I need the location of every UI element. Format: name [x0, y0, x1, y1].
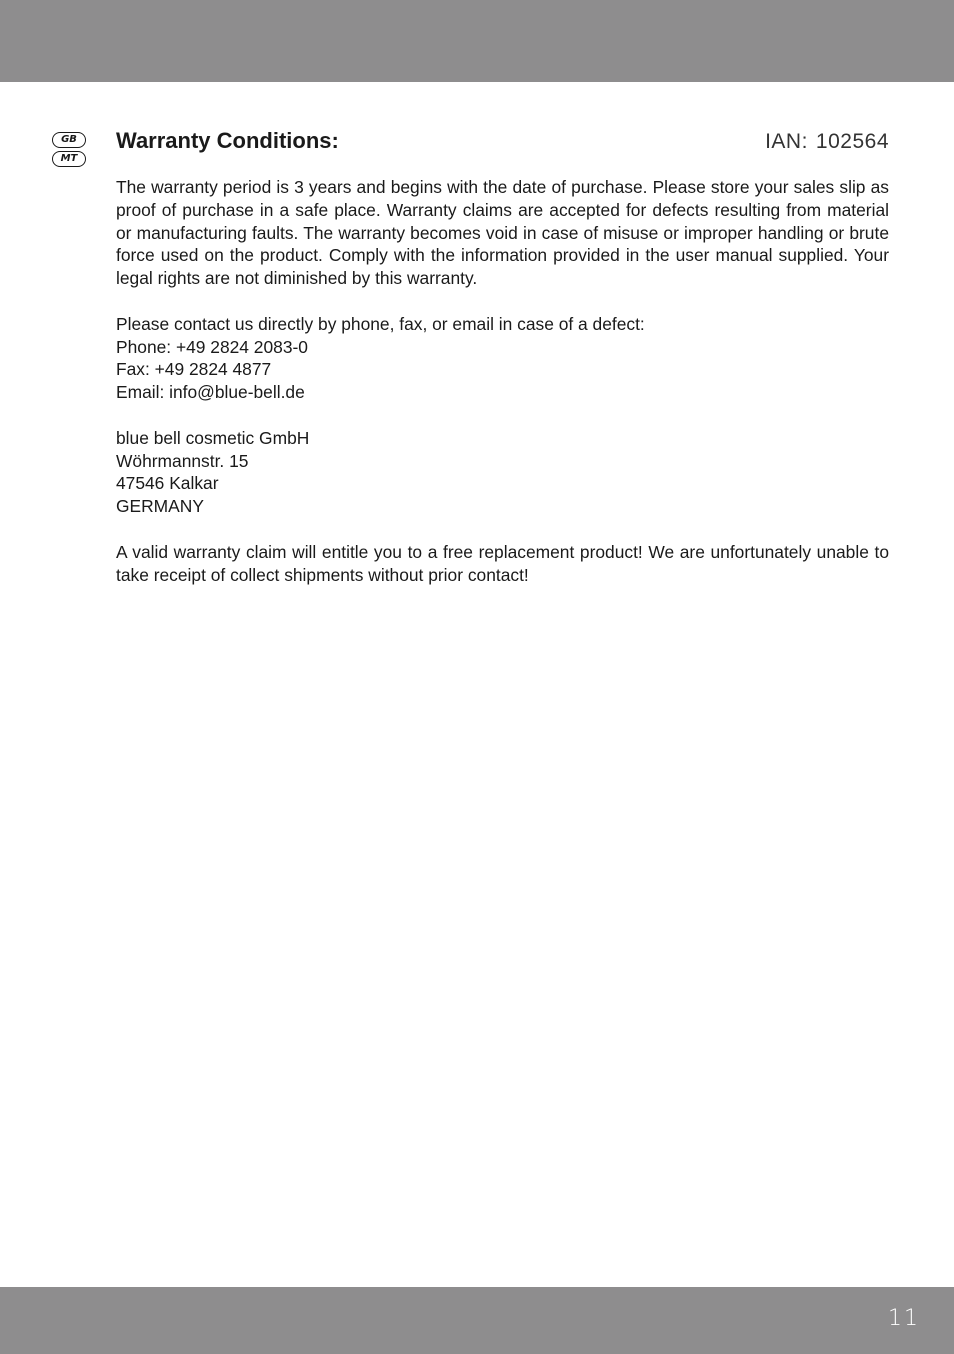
closing-paragraph: A valid warranty claim will entitle you to a free replacement product! We are unfortunately unable to take receipt of collect shipments without prior contact!: [116, 541, 889, 585]
address-block: [116, 427, 889, 518]
page-number: 11: [888, 1306, 920, 1331]
contact-block: [116, 313, 889, 404]
heading-row: [116, 128, 889, 154]
warranty-paragraph: The warranty period is 3 years and begins with the date of purchase. Please store your sales slip as proof of purchase in a safe place. Warranty claims are accepted for defects resulting from material or manufacturing faults. The warranty becomes void in case of misuse or improper handling or brute force used on the product. Comply with the information provided in the user manual supplied. Your legal rights are not diminished by this warranty.: [116, 177, 889, 289]
language-badge-mt: MT: [52, 151, 86, 167]
top-band: [0, 0, 954, 82]
language-badges: [52, 132, 88, 170]
ian-value: 102564: [815, 130, 889, 153]
company-name: blue bell cosmetic GmbH: [116, 427, 310, 448]
bottom-band: [0, 1287, 954, 1354]
ian-number: [765, 130, 889, 154]
street-address: Wöhrmannstr. 15: [116, 450, 249, 471]
ian-label: IAN:: [765, 130, 808, 153]
city-address: 47546 Kalkar: [116, 473, 219, 494]
contact-intro: Please contact us directly by phone, fax, or email in case of a defect:: [116, 313, 645, 334]
page-title: Warranty Conditions:: [116, 128, 339, 153]
language-badge-gb: GB: [52, 132, 86, 148]
warranty-section: [116, 128, 889, 586]
country-address: GERMANY: [116, 496, 204, 517]
email-line: Email: info@blue-bell.de: [116, 382, 305, 403]
phone-line: Phone: +49 2824 2083-0: [116, 336, 308, 357]
fax-line: Fax: +49 2824 4877: [116, 359, 272, 380]
